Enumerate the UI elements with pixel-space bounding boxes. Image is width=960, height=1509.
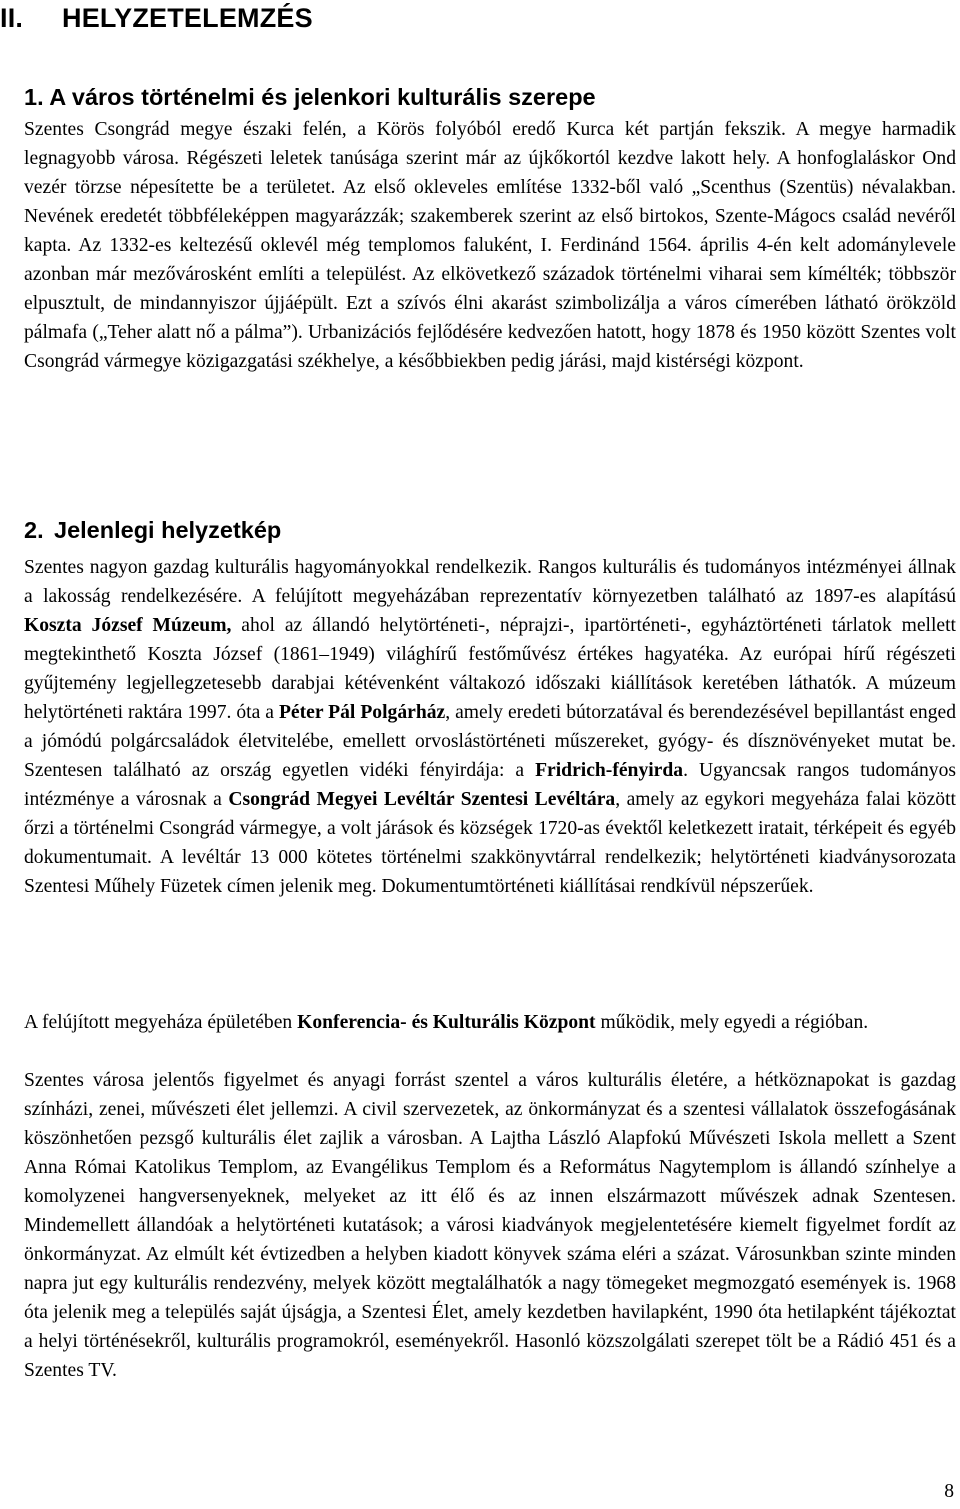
text-run: működik, mely egyedi a régióban. [595,1012,869,1033]
section-2-paragraph-1 [24,553,956,901]
section-1-paragraph: Szentes Csongrád megye északi felén, a Körös folyóból eredő Kurca két partján fekszik. A megye harmadik legnagyobb városa. Régészeti leletek tanúsága szerint már az újkőkortól kezdve lakott hely. A honfoglaláskor Ond vezér törzse népesítette be a területet. Az első okleveles említése 1332-ből való „Scenthus (Szentüs) névalakban. Nevének eredetét többféleképpen magyarázzák; szakemberek szerint az első birtokos, Szente-Mágocs család nevéről kapta. Az 1332-es keltezésű oklevél még templomos faluként, I. Ferdinánd 1564. április 4-én kelt adománylevele azonban már mezővárosként említi a települést. Az elkövetkező századok történelmi viharai sem kímélték; többször elpusztult, de mindannyiszor újjáépült. Ezt a szívós élni akarást szimbolizálja a város címerében látható örökzöld pálmafa („Teher alatt nő a pálma”). Urbanizációs fejlődésére kedvezően hatott, hogy 1878 és 1950 között Szentes volt Csongrád vármegye közigazgatási székhelye, a későbbiekben pedig járási, majd kistérségi központ. [24,119,956,372]
fenyirda-name: Fridrich-fényirda [535,760,684,781]
section-1-heading: 1. A város történelmi és jelenkori kulturális szerepe [24,84,596,110]
chapter-number: II. [0,3,24,33]
museum-name: Koszta József Múzeum, [24,615,232,636]
archive-name: Csongrád Megyei Levéltár Szentesi Levéltára [228,789,616,810]
section-2-paragraph-2 [24,1008,956,1037]
text-run: , amely eredeti bútorzatával és berendezésével bepillantást enged a jómódú polgárcsaládok életvitelébe, emellett orvoslástörténeti műszereket, gyógy- és dísznövényeket mutat be. Szentesen található az ország egyetlen vidéki fényirdája: a [24,702,956,781]
text-run: , amely az egykori megyeháza falai között őrzi a történelmi Csongrád vármegye, a volt járások és községek 1720-as évektől keletkezett iratait, térképeit és egyéb dokumentumait. A levéltár 13 000 kötetes történelmi szakkönyvtárral rendelkezik; helytörténeti kiadványsorozata Szentesi Műhely Füzetek címen jelenik meg. Dokumentumtörténeti kiállításai rendkívül népszerűek. [24,789,956,897]
section-2-paragraph-3: Szentes városa jelentős figyelmet és anyagi forrást szentel a város kulturális életére, a hétköznapokat is gazdag színházi, zenei, művészeti élet jellemzi. A civil szervezetek, az önkormányzat és a szentesi vállalatok összefogásának köszönhetően pezsgő kulturális élet zajlik a városban. A Lajtha László Alapfokú Művészeti Iskola mellett a Szent Anna Római Katolikus Templom, az Evangélikus Templom és a Református Nagytemplom is állandó színhelye a komolyzenei hangversenyeknek, melyeket az itt élő és az innen elszármazott művészek adnak Szentesen. Mindemellett állandóak a helytörténeti kutatások; a városi kiadványok megjelentetésére kiemelt figyelmet fordít az önkormányzat. Az elmúlt két évtizedben a helyben kiadott könyvek száma eléri a százat. Városunkban szinte minden napra jut egy kulturális rendezvény, melyek között megtalálhatók a nagy tömegeket megmozgató események is. 1968 óta jelenik meg a település saját újságja, a Szentesi Élet, amely kezdetben havilapként, 1990 óta hetilapként tájékoztat a helyi történésekről, kulturális programokról, eseményekről. Hasonló közszolgálati szerepet tölt be a Rádió 451 és a Szentes TV. [24,1070,956,1381]
text-run: ahol az állandó helytörténeti-, néprajzi-, ipartörténeti-, egyháztörténeti tárlatok mellett megtekinthető Koszta József (1861–1949) világhírű festőművész értékes hagyatéka. Az európai hírű régészeti gyűjtemény legjellegzetesebb darabjai kétévenként váltakozó időszaki kiállítások keretében láthatók. A múzeum helytörténeti raktára 1997. óta a [24,615,956,723]
section-2-heading [24,515,281,545]
polgarhaz-name: Péter Pál Polgárház [278,702,446,723]
conference-center-name: Konferencia- és Kulturális Központ [297,1012,596,1033]
text-run: . Ugyancsak rangos tudományos intézménye a városnak a [24,760,956,810]
chapter-title: HELYZETELEMZÉS [62,3,313,33]
chapter-heading [0,0,313,36]
text-run: Szentes nagyon gazdag kulturális hagyományokkal rendelkezik. Rangos kulturális és tudományos intézményei állnak a lakosság rendelkezésére. A felújított megyeházában reprezentatív környezetben található az 1897-es alapítású [24,557,956,607]
section-2-title: Jelenlegi helyzetkép [54,517,282,543]
text-run: A felújított megyeháza épületében [24,1012,298,1033]
page-number: 8 [944,1481,954,1502]
section-2-number: 2. [24,517,44,543]
